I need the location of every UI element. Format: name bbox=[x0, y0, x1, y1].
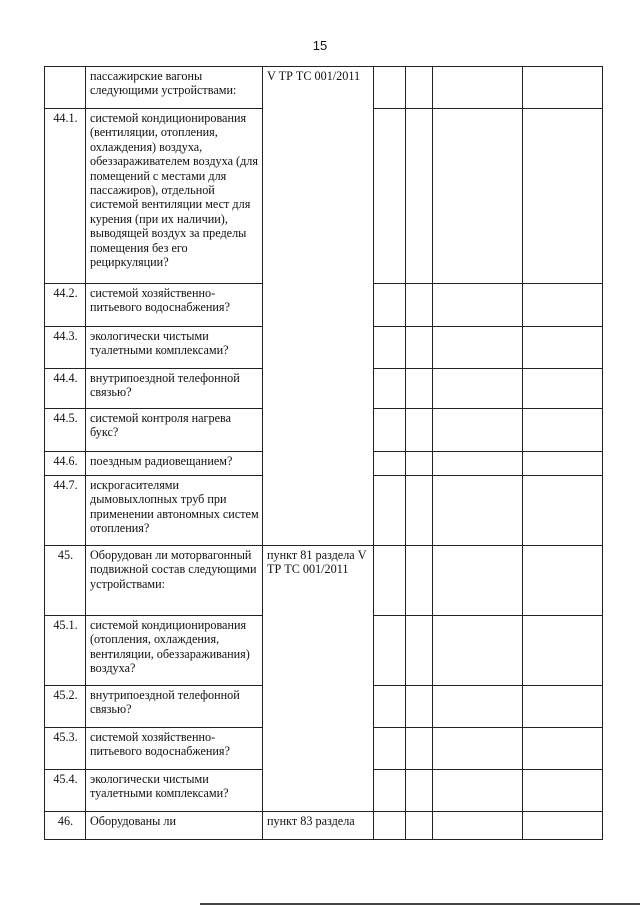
not-applicable-cell bbox=[433, 476, 523, 546]
checklist-table bbox=[44, 66, 603, 840]
not-applicable-cell bbox=[433, 616, 523, 686]
answer-no-cell bbox=[406, 109, 433, 284]
answer-yes-cell bbox=[374, 284, 406, 327]
question-text: экологически чистыми туалетными комплексами? bbox=[86, 770, 263, 812]
answer-yes-cell bbox=[374, 812, 406, 840]
table-row bbox=[45, 67, 603, 109]
row-number: 44.3. bbox=[45, 327, 86, 369]
question-text: внутрипоездной телефонной связью? bbox=[86, 369, 263, 409]
note-cell bbox=[523, 452, 603, 476]
question-text: Оборудованы ли bbox=[86, 812, 263, 840]
answer-no-cell bbox=[406, 476, 433, 546]
answer-no-cell bbox=[406, 452, 433, 476]
note-cell bbox=[523, 284, 603, 327]
note-cell bbox=[523, 770, 603, 812]
answer-yes-cell bbox=[374, 109, 406, 284]
not-applicable-cell bbox=[433, 546, 523, 616]
not-applicable-cell bbox=[433, 452, 523, 476]
question-text: системой кондиционирования (отопления, охлаждения, вентиляции, обеззараживания) воздуха? bbox=[86, 616, 263, 686]
not-applicable-cell bbox=[433, 770, 523, 812]
legal-reference: пункт 81 раздела V ТР ТС 001/2011 bbox=[263, 546, 374, 812]
answer-yes-cell bbox=[374, 327, 406, 369]
answer-no-cell bbox=[406, 409, 433, 452]
legal-reference: V ТР ТС 001/2011 bbox=[263, 67, 374, 546]
row-number: 46. bbox=[45, 812, 86, 840]
note-cell bbox=[523, 327, 603, 369]
note-cell bbox=[523, 686, 603, 728]
answer-no-cell bbox=[406, 284, 433, 327]
answer-yes-cell bbox=[374, 616, 406, 686]
question-text: пассажирские вагоны следующими устройствами: bbox=[86, 67, 263, 109]
not-applicable-cell bbox=[433, 67, 523, 109]
answer-yes-cell bbox=[374, 369, 406, 409]
answer-yes-cell bbox=[374, 409, 406, 452]
question-text: системой хозяйственно-питьевого водоснабжения? bbox=[86, 728, 263, 770]
answer-no-cell bbox=[406, 546, 433, 616]
note-cell bbox=[523, 109, 603, 284]
answer-no-cell bbox=[406, 327, 433, 369]
question-text: системой кондиционирования (вентиляции, отопления, охлаждения) воздуха, обеззараживателем воздуха (для помещений с местами для пассажиров), отдельной системой вентиляции мест для курения (при их наличии), выводящей воздух за пределы помещения без его рециркуляции? bbox=[86, 109, 263, 284]
question-text: внутрипоездной телефонной связью? bbox=[86, 686, 263, 728]
answer-no-cell bbox=[406, 728, 433, 770]
not-applicable-cell bbox=[433, 812, 523, 840]
answer-yes-cell bbox=[374, 686, 406, 728]
note-cell bbox=[523, 546, 603, 616]
question-text: системой контроля нагрева букс? bbox=[86, 409, 263, 452]
answer-no-cell bbox=[406, 67, 433, 109]
row-number: 44.4. bbox=[45, 369, 86, 409]
row-number: 45.4. bbox=[45, 770, 86, 812]
row-number: 45.1. bbox=[45, 616, 86, 686]
note-cell bbox=[523, 476, 603, 546]
question-text: экологически чистыми туалетными комплексами? bbox=[86, 327, 263, 369]
row-number: 45. bbox=[45, 546, 86, 616]
row-number: 44.6. bbox=[45, 452, 86, 476]
row-number: 45.3. bbox=[45, 728, 86, 770]
answer-yes-cell bbox=[374, 67, 406, 109]
not-applicable-cell bbox=[433, 686, 523, 728]
answer-no-cell bbox=[406, 770, 433, 812]
question-text: Оборудован ли моторвагонный подвижной состав следующими устройствами: bbox=[86, 546, 263, 616]
not-applicable-cell bbox=[433, 728, 523, 770]
answer-no-cell bbox=[406, 616, 433, 686]
answer-no-cell bbox=[406, 369, 433, 409]
not-applicable-cell bbox=[433, 369, 523, 409]
row-number: 44.1. bbox=[45, 109, 86, 284]
question-text: системой хозяйственно-питьевого водоснабжения? bbox=[86, 284, 263, 327]
page-number: 15 bbox=[312, 38, 328, 53]
note-cell bbox=[523, 812, 603, 840]
answer-no-cell bbox=[406, 812, 433, 840]
note-cell bbox=[523, 616, 603, 686]
answer-yes-cell bbox=[374, 452, 406, 476]
legal-reference: пункт 83 раздела bbox=[263, 812, 374, 840]
answer-yes-cell bbox=[374, 546, 406, 616]
not-applicable-cell bbox=[433, 284, 523, 327]
row-number: 44.2. bbox=[45, 284, 86, 327]
answer-yes-cell bbox=[374, 476, 406, 546]
row-number: 44.7. bbox=[45, 476, 86, 546]
note-cell bbox=[523, 728, 603, 770]
not-applicable-cell bbox=[433, 109, 523, 284]
table-row bbox=[45, 812, 603, 840]
question-text: искрогасителями дымовыхлопных труб при применении автономных систем отопления? bbox=[86, 476, 263, 546]
table-row bbox=[45, 546, 603, 616]
row-number bbox=[45, 67, 86, 109]
note-cell bbox=[523, 409, 603, 452]
question-text: поездным радиовещанием? bbox=[86, 452, 263, 476]
row-number: 45.2. bbox=[45, 686, 86, 728]
answer-yes-cell bbox=[374, 728, 406, 770]
note-cell bbox=[523, 67, 603, 109]
answer-yes-cell bbox=[374, 770, 406, 812]
not-applicable-cell bbox=[433, 409, 523, 452]
row-number: 44.5. bbox=[45, 409, 86, 452]
answer-no-cell bbox=[406, 686, 433, 728]
not-applicable-cell bbox=[433, 327, 523, 369]
note-cell bbox=[523, 369, 603, 409]
